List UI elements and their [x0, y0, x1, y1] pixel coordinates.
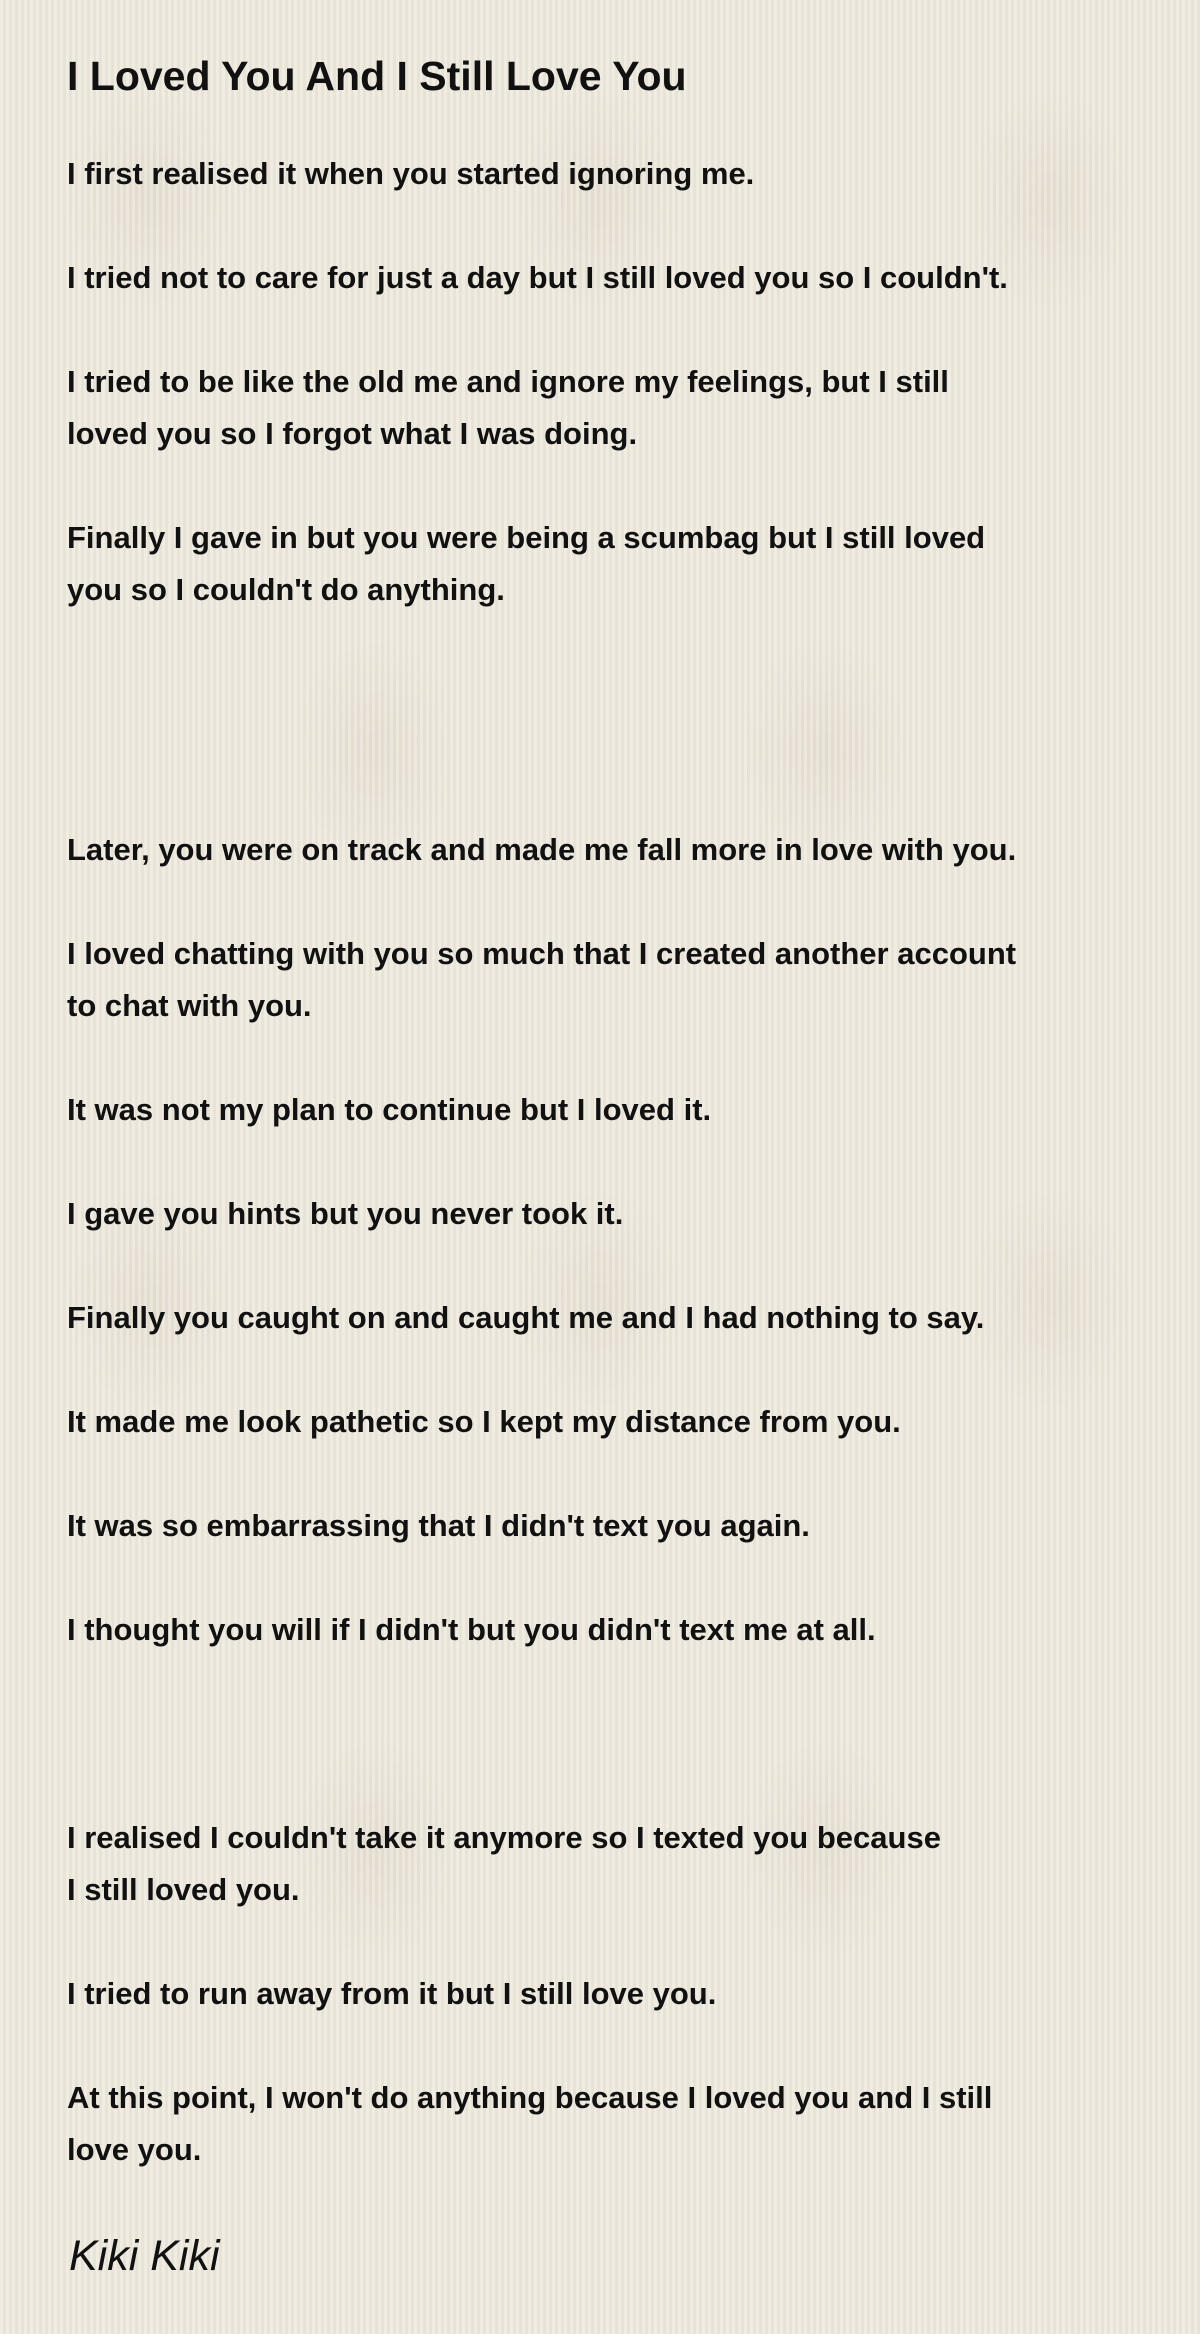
blank-line — [67, 876, 1147, 928]
poem-line: I tried not to care for just a day but I still loved you so I couldn't. — [67, 260, 1008, 295]
blank-line — [67, 1656, 1147, 1708]
poem-line: Later, you were on track and made me fall more in love with you. — [67, 832, 1017, 867]
blank-line — [67, 668, 1147, 720]
blank-line — [67, 304, 1147, 356]
poem-line: Finally you caught on and caught me and I had nothing to say. — [67, 1300, 985, 1335]
blank-line — [67, 2020, 1147, 2072]
blank-line — [67, 1916, 1147, 1968]
blank-line — [67, 616, 1147, 668]
blank-line — [67, 1448, 1147, 1500]
poem-line: love you. — [67, 2132, 202, 2167]
poem-line: Finally I gave in but you were being a scumbag but I still loved — [67, 520, 986, 555]
poem-line: I loved chatting with you so much that I created another account — [67, 936, 1017, 971]
blank-line — [67, 1240, 1147, 1292]
poem-line: I tried to be like the old me and ignore my feelings, but I still — [67, 364, 949, 399]
blank-line — [67, 1760, 1147, 1812]
poem-body — [67, 148, 1147, 2176]
poem-line: It was so embarrassing that I didn't text you again. — [67, 1508, 810, 1543]
blank-line — [67, 200, 1147, 252]
poem-author: Kiki Kiki — [69, 2232, 220, 2280]
poem-line: to chat with you. — [67, 988, 312, 1023]
blank-line — [67, 460, 1147, 512]
blank-line — [67, 1136, 1147, 1188]
poem-line: I first realised it when you started ignoring me. — [67, 156, 755, 191]
poem-line: At this point, I won't do anything because I loved you and I still — [67, 2080, 993, 2115]
poem-line: I tried to run away from it but I still love you. — [67, 1976, 717, 2011]
poem-line: I thought you will if I didn't but you didn't text me at all. — [67, 1612, 876, 1647]
poem-line: you so I couldn't do anything. — [67, 572, 505, 607]
blank-line — [67, 1552, 1147, 1604]
poem-line: It made me look pathetic so I kept my distance from you. — [67, 1404, 901, 1439]
poem-line: I realised I couldn't take it anymore so I texted you because — [67, 1820, 941, 1855]
blank-line — [67, 772, 1147, 824]
poem-line: I still loved you. — [67, 1872, 300, 1907]
blank-line — [67, 1032, 1147, 1084]
blank-line — [67, 1344, 1147, 1396]
blank-line — [67, 720, 1147, 772]
poem-line: It was not my plan to continue but I loved it. — [67, 1092, 712, 1127]
blank-line — [67, 1708, 1147, 1760]
poem-line: I gave you hints but you never took it. — [67, 1196, 624, 1231]
poem-line: loved you so I forgot what I was doing. — [67, 416, 638, 451]
poem-title: I Loved You And I Still Love You — [67, 53, 687, 99]
